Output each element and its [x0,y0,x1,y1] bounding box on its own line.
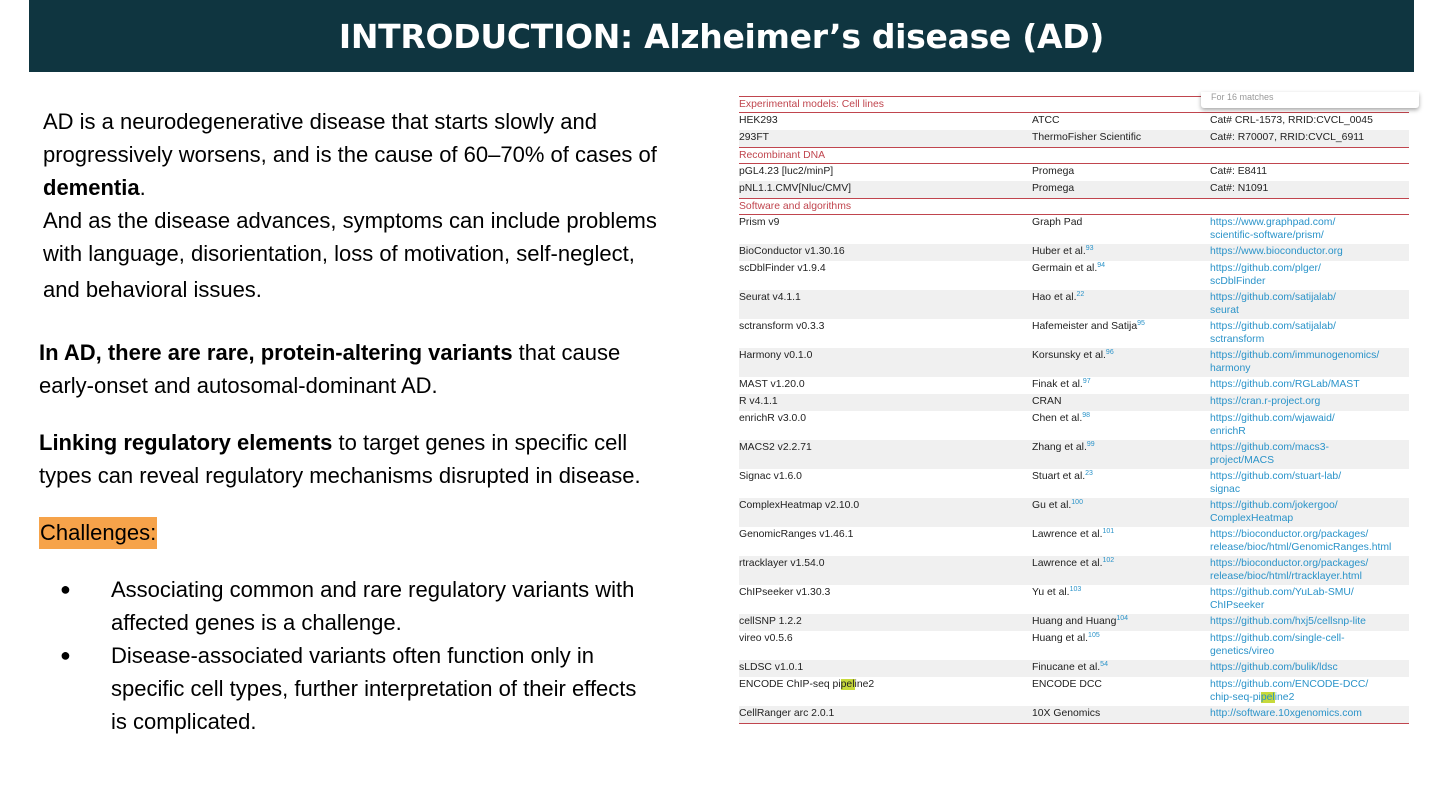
resource-identifier[interactable] [1210,528,1409,554]
identifier-line: https://github.com/macs3- [1210,442,1329,453]
resource-identifier[interactable] [1210,395,1409,408]
resource-identifier[interactable] [1210,557,1409,583]
variants-bold: In AD, there are rare, protein-altering variants [39,340,513,365]
resource-source [1032,678,1210,704]
bullet-text: is complicated. [111,709,257,734]
bullet-icon: ● [60,645,71,665]
identifier-line: https://github.com/immunogenomics/ [1210,350,1380,361]
resource-identifier[interactable] [1210,707,1409,720]
source-text: Zhang et al. [1032,442,1087,453]
table-bottom-rule [739,723,1409,724]
resource-identifier[interactable] [1210,441,1409,467]
intro-line: And as the disease advances, symptoms can include problems [43,208,657,233]
resource-name: sLDSC v1.0.1 [739,662,804,673]
resource-source [1032,216,1210,242]
table-row [739,411,1409,440]
identifier-line: https://bioconductor.org/packages/ [1210,529,1369,540]
resource-source [1032,412,1210,438]
linking-text: types can reveal regulatory mechanisms disrupted in disease. [39,463,641,488]
resource-name: rtracklayer v1.54.0 [739,558,825,569]
resource-name: ENCODE ChIP-seq pipeline2 [739,679,875,690]
bullet-text: specific cell types, further interpretation of their effects [111,676,637,701]
table-row [739,181,1409,198]
challenges-list [55,573,715,738]
table-row [739,215,1409,244]
resource-name: Harmony v0.1.0 [739,350,813,361]
identifier-line: https://github.com/ENCODE-DCC/ [1210,679,1369,690]
source-text: Hafemeister and Satija [1032,321,1138,332]
resource-name: 293FT [739,132,770,143]
resource-identifier[interactable] [1210,262,1409,288]
table-row [739,319,1409,348]
identifier-line: https://www.graphpad.com/ [1210,217,1336,228]
resource-source [1032,349,1210,375]
table-row [739,130,1409,147]
variants-text: that cause [512,340,621,365]
identifier-line: sctransform [1210,334,1265,345]
table-row [739,556,1409,585]
resource-name: Seurat v4.1.1 [739,292,801,303]
resource-source [1032,131,1210,144]
bullet-text: affected genes is a challenge. [111,610,402,635]
identifier-line: https://github.com/stuart-lab/ [1210,471,1342,482]
slide-title: INTRODUCTION: Alzheimer’s disease (AD) [338,16,1105,56]
identifier-line: https://github.com/single-cell- [1210,633,1345,644]
dementia-term: dementia [43,175,140,200]
citation-ref[interactable]: 97 [1082,378,1091,385]
identifier-line: ChIPseeker [1210,600,1265,611]
source-text: Huber et al. [1032,246,1086,257]
intro-line: AD is a neurodegenerative disease that starts slowly and [43,109,597,134]
source-text: ENCODE DCC [1032,679,1102,690]
citation-ref[interactable]: 93 [1085,245,1094,252]
source-text: Finucane et al. [1032,662,1101,673]
intro-line: with language, disorientation, loss of motivation, self-neglect, [43,241,635,266]
source-text: CRAN [1032,396,1062,407]
resource-name: ComplexHeatmap v2.10.0 [739,500,860,511]
table-row [739,469,1409,498]
variants-text: early-onset and autosomal-dominant AD. [39,373,438,398]
search-highlight: pel [840,679,855,690]
identifier-line: https://github.com/hxj5/cellsnp-lite [1210,616,1366,627]
resource-identifier[interactable] [1210,320,1409,346]
resource-source [1032,661,1210,674]
citation-ref[interactable]: 94 [1097,262,1106,269]
resource-source [1032,378,1210,391]
table-row [739,660,1409,677]
source-text: Lawrence et al. [1032,558,1103,569]
resource-source [1032,707,1210,720]
source-text: Hao et al. [1032,292,1077,303]
resource-identifier[interactable] [1210,291,1409,317]
source-text: Huang et al. [1032,633,1089,644]
source-text: Chen et al. [1032,413,1083,424]
resource-identifier[interactable] [1210,412,1409,438]
resource-identifier[interactable] [1210,216,1409,242]
resource-identifier[interactable] [1210,661,1409,674]
identifier-line: https://github.com/satijalab/ [1210,321,1336,332]
identifier-line: https://github.com/RGLab/MAST [1210,379,1360,390]
table-section-header: Recombinant DNA [739,147,1409,164]
resource-name: pNL1.1.CMV[Nluc/CMV] [739,183,852,194]
identifier-line: project/MACS [1210,455,1275,466]
identifier-line: release/bioc/html/GenomicRanges.html [1210,542,1392,553]
citation-ref[interactable]: 102 [1102,557,1115,564]
identifier-line: https://cran.r-project.org [1210,396,1321,407]
linking-paragraph [39,426,729,492]
table-row [739,113,1409,130]
intro-paragraph [43,105,733,310]
search-popup-text: For 16 matches [1211,92,1274,102]
citation-ref[interactable]: 22 [1076,291,1085,298]
resource-name: Signac v1.6.0 [739,471,802,482]
resource-name: BioConductor v1.30.16 [739,246,845,257]
source-text: Graph Pad [1032,217,1083,228]
source-text: ThermoFisher Scientific [1032,132,1142,143]
identifier-line: https://github.com/plger/ [1210,263,1321,274]
resource-identifier[interactable] [1210,349,1409,375]
resource-source [1032,320,1210,346]
citation-ref[interactable]: 95 [1137,320,1145,327]
citation-ref[interactable]: 101 [1102,528,1115,535]
resource-name: pGL4.23 [luc2/minP] [739,166,834,177]
table-row [739,677,1409,706]
resource-identifier [1210,165,1409,178]
resource-name: ChIPseeker v1.30.3 [739,587,831,598]
source-text: ATCC [1032,115,1060,126]
citation-ref[interactable]: 105 [1088,632,1100,639]
resource-source [1032,291,1210,317]
identifier-line: Cat# CRL-1573, RRID:CVCL_0045 [1210,115,1373,126]
bullet-icon: ● [60,579,71,599]
citation-ref[interactable]: 103 [1069,586,1082,593]
resource-source [1032,262,1210,288]
intro-line: . [139,175,146,200]
table-row [739,377,1409,394]
source-text: Promega [1032,166,1075,177]
resource-source [1032,395,1210,408]
resource-source [1032,586,1210,612]
resource-source [1032,499,1210,525]
identifier-line: https://github.com/YuLab-SMU/ [1210,587,1354,598]
source-text: Lawrence et al. [1032,529,1103,540]
table-section-header: Software and algorithms [739,198,1409,215]
resource-source [1032,632,1210,658]
source-text: Gu et al. [1032,500,1072,511]
search-popup [1201,92,1419,108]
linking-text: to target genes in specific cell [332,430,628,455]
resource-identifier [1210,114,1409,127]
source-text: Promega [1032,183,1075,194]
citation-ref[interactable]: 96 [1105,349,1114,356]
intro-line: and behavioral issues. [43,277,262,302]
resource-identifier [1210,182,1409,195]
citation-ref[interactable]: 23 [1085,470,1093,477]
resource-identifier [1210,131,1409,144]
resource-identifier[interactable] [1210,678,1409,704]
citation-ref[interactable]: 100 [1071,499,1083,506]
resource-identifier[interactable] [1210,586,1409,612]
table-row [739,440,1409,469]
resource-source [1032,615,1210,628]
table-row [739,394,1409,411]
identifier-line: scientific-software/prism/ [1210,230,1324,241]
citation-ref[interactable]: 99 [1086,441,1095,448]
resource-name: enrichR v3.0.0 [739,413,806,424]
resource-name: MACS2 v2.2.71 [739,442,812,453]
table-row [739,614,1409,631]
linking-bold: Linking regulatory elements [39,430,333,455]
bullet-text: Disease-associated variants often function only in [111,643,595,668]
resource-source [1032,528,1210,554]
resource-source [1032,557,1210,583]
citation-ref[interactable]: 98 [1082,412,1091,419]
resource-identifier[interactable] [1210,499,1409,525]
identifier-line: enrichR [1210,426,1246,437]
identifier-line: Cat#: R70007, RRID:CVCL_6911 [1210,132,1365,143]
source-text: Germain et al. [1032,263,1098,274]
identifier-line: https://bioconductor.org/packages/ [1210,558,1369,569]
identifier-line: harmony [1210,363,1251,374]
resource-name: cellSNP 1.2.2 [739,616,802,627]
resource-source [1032,182,1210,195]
resource-name: vireo v0.5.6 [739,633,793,644]
identifier-line: release/bioc/html/rtracklayer.html [1210,571,1362,582]
source-text: Huang and Huang [1032,616,1117,627]
list-item [55,573,715,639]
identifier-line: https://github.com/wjawaid/ [1210,413,1335,424]
resource-name: scDblFinder v1.9.4 [739,263,826,274]
resource-name: Prism v9 [739,217,780,228]
intro-line: progressively worsens, and is the cause of 60–70% of cases of [43,142,657,167]
table-row [739,164,1409,181]
table-row [739,244,1409,261]
identifier-line: https://github.com/bulik/ldsc [1210,662,1338,673]
resource-identifier[interactable] [1210,615,1409,628]
resource-source [1032,165,1210,178]
challenges-heading: Challenges: [39,517,157,549]
table-row [739,498,1409,527]
variants-paragraph [39,336,729,402]
identifier-line: signac [1210,484,1241,495]
resource-name: sctransform v0.3.3 [739,321,825,332]
table-row [739,527,1409,556]
resource-name: R v4.1.1 [739,396,778,407]
source-text: 10X Genomics [1032,708,1101,719]
source-text: Yu et al. [1032,587,1070,598]
resource-identifier[interactable] [1210,470,1409,496]
identifier-line: ComplexHeatmap [1210,513,1294,524]
citation-ref[interactable]: 54 [1100,661,1108,668]
resource-identifier[interactable] [1210,378,1409,391]
citation-ref[interactable]: 104 [1116,615,1129,622]
list-item [55,639,715,738]
resource-source [1032,245,1210,258]
source-text: Finak et al. [1032,379,1083,390]
identifier-line: seurat [1210,305,1239,316]
identifier-line: http://software.10xgenomics.com [1210,708,1362,719]
identifier-line: genetics/vireo [1210,646,1275,657]
resource-source [1032,114,1210,127]
resource-name: GenomicRanges v1.46.1 [739,529,854,540]
table-row [739,290,1409,319]
bullet-text: Associating common and rare regulatory variants with [111,577,635,602]
table-row [739,706,1409,723]
table-section-header: Experimental models: Cell lines [739,96,1409,113]
resource-identifier[interactable] [1210,245,1409,258]
key-resources-table [739,92,1409,724]
resource-identifier[interactable] [1210,632,1409,658]
table-row [739,585,1409,614]
resource-source [1032,441,1210,467]
table-row [739,348,1409,377]
identifier-line: https://github.com/satijalab/ [1210,292,1336,303]
resource-name: HEK293 [739,115,778,126]
identifier-line: scDblFinder [1210,276,1266,287]
search-highlight: pel [1260,692,1275,703]
resource-source [1032,470,1210,496]
table-row [739,631,1409,660]
source-text: Stuart et al. [1032,471,1086,482]
identifier-line: https://www.bioconductor.org [1210,246,1343,257]
resource-name: CellRanger arc 2.0.1 [739,708,835,719]
identifier-line: Cat#: E8411 [1210,166,1267,177]
source-text: Korsunsky et al. [1032,350,1106,361]
identifier-line: chip-seq-pipeline2 [1210,692,1295,703]
identifier-line: https://github.com/jokergoo/ [1210,500,1338,511]
table-row [739,261,1409,290]
resource-name: MAST v1.20.0 [739,379,805,390]
identifier-line: Cat#: N1091 [1210,183,1269,194]
